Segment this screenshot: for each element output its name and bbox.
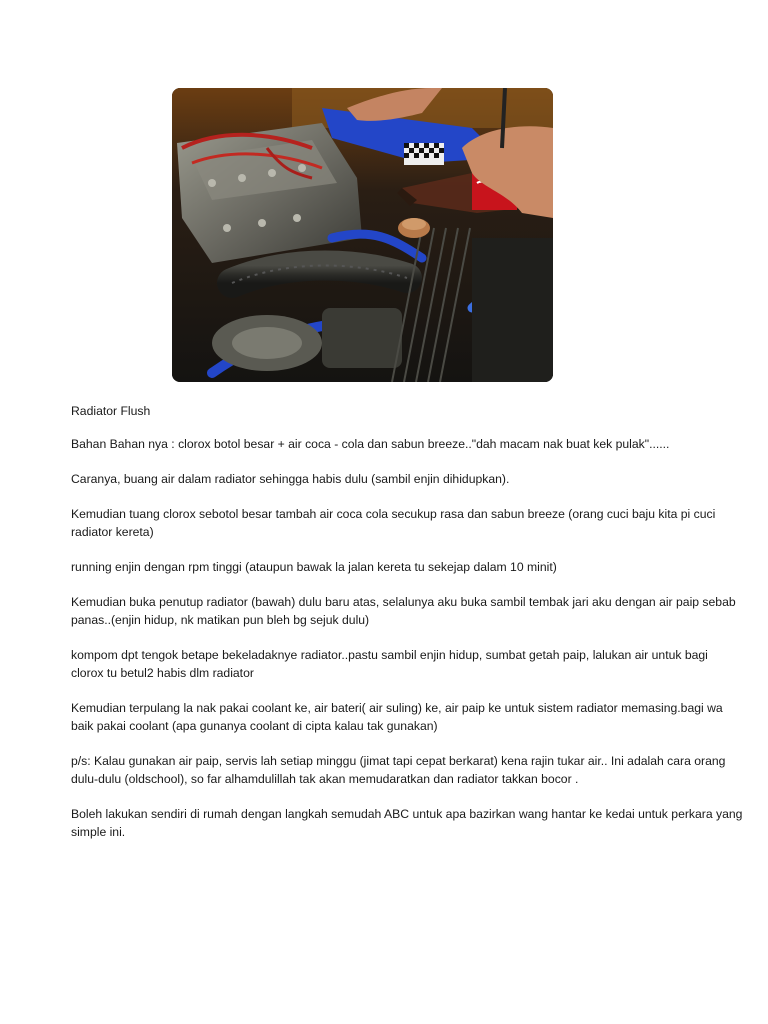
paragraph-pour: Kemudian tuang clorox sebotol besar tambah air coca cola secukup rasa dan sabun breeze (orang cuci baju kita pi cuci radiator kereta): [71, 507, 716, 539]
paragraph-run-engine: running enjin dengan rpm tinggi (ataupun bawak la jalan kereta tu sekejap dalam 10 minit): [71, 560, 557, 574]
paragraph-drain: Caranya, buang air dalam radiator sehingga habis dulu (sambil enjin dihidupkan).: [71, 472, 510, 486]
paragraph-coolant: Kemudian terpulang la nak pakai coolant ke, air bateri( air suling) ke, air paip ke untuk sistem radiator memasing.bagi wa baik pakai coolant (apa gunanya coolant di cipta kalau tak gunakan): [71, 701, 723, 733]
paragraph-ingredients: Bahan Bahan nya : clorox botol besar + air coca - cola dan sabun breeze.."dah macam nak buat kek pulak"......: [71, 437, 670, 451]
checkered-flag-icon: [404, 143, 444, 165]
paragraph-conclusion: Boleh lakukan sendiri di rumah dengan langkah semudah ABC untuk apa bazirkan wang hantar ke kedai untuk perkara yang simple ini.: [71, 807, 743, 839]
paragraph-ps-note: p/s: Kalau gunakan air paip, servis lah setiap minggu (jimat tapi cepat berkarat) kena rajin tukar air.. Ini adalah cara orang dulu-dulu (oldschool), so far alhamdulillah tak akan memudaratkan dan radiator takkan bocor .: [71, 754, 726, 786]
article-body: [71, 402, 743, 858]
paragraph-open-cap: Kemudian buka penutup radiator (bawah) dulu baru atas, selalunya aku buka sambil tembak jari aku dengan air paip sebab panas..(enjin hidup, nk matikan pun bleh bg sejuk dulu): [71, 595, 736, 627]
article-title: Radiator Flush: [71, 404, 151, 418]
engine-bay-illustration: [172, 88, 553, 382]
engine-bay-photo: [172, 88, 553, 382]
paragraph-rinse: kompom dpt tengok betape bekeladaknye radiator..pastu sambil enjin hidup, sumbat getah paip, lalukan air untuk bagi clorox tu betul2 habis dlm radiator: [71, 648, 708, 680]
